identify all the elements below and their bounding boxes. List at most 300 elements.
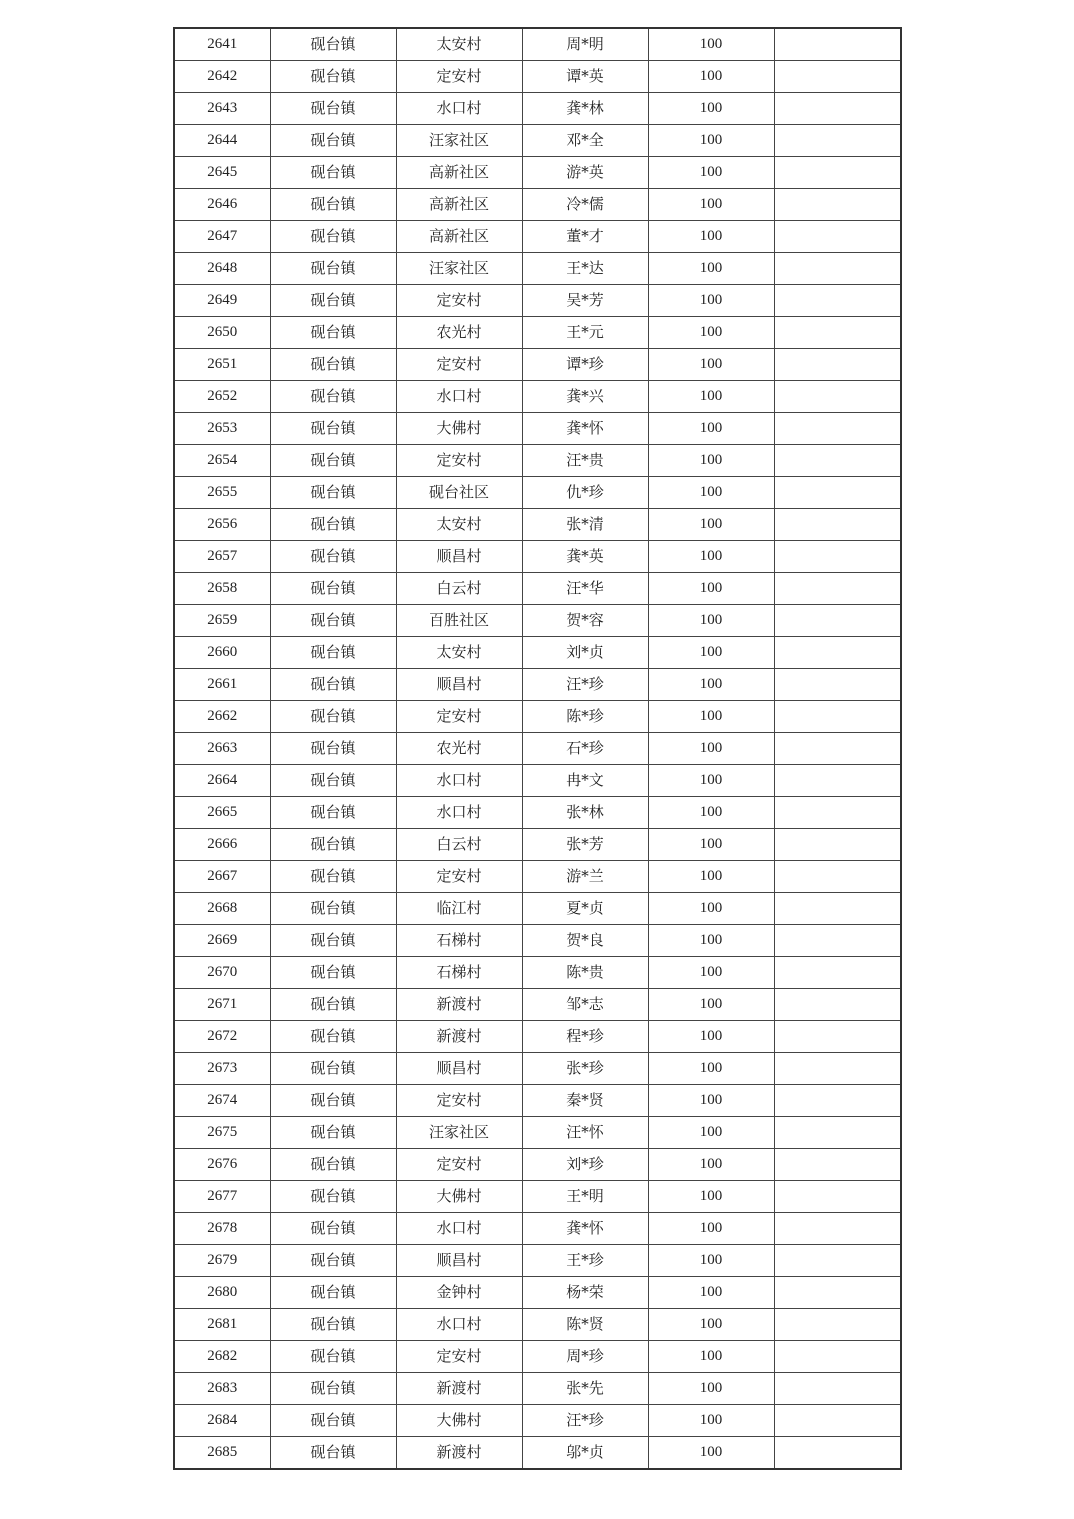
serial-number-cell: 2675 [174,1117,270,1149]
village-cell: 顺昌村 [396,669,522,701]
village-cell: 汪家社区 [396,125,522,157]
name-cell: 汪*珍 [522,1405,648,1437]
town-cell: 砚台镇 [270,1213,396,1245]
amount-cell: 100 [648,253,774,285]
table-row [174,93,901,125]
remarks-cell [774,1021,901,1053]
remarks-cell [774,1245,901,1277]
serial-number-cell: 2646 [174,189,270,221]
table-row [174,573,901,605]
name-cell: 张*先 [522,1373,648,1405]
table-row [174,1213,901,1245]
remarks-cell [774,605,901,637]
remarks-cell [774,61,901,93]
amount-cell: 100 [648,605,774,637]
serial-number-cell: 2663 [174,733,270,765]
remarks-cell [774,957,901,989]
table-row [174,285,901,317]
amount-cell: 100 [648,1117,774,1149]
name-cell: 龚*怀 [522,413,648,445]
remarks-cell [774,989,901,1021]
serial-number-cell: 2658 [174,573,270,605]
village-cell: 汪家社区 [396,253,522,285]
table-row [174,157,901,189]
village-cell: 新渡村 [396,1437,522,1470]
name-cell: 张*珍 [522,1053,648,1085]
town-cell: 砚台镇 [270,1341,396,1373]
amount-cell: 100 [648,125,774,157]
serial-number-cell: 2660 [174,637,270,669]
amount-cell: 100 [648,1341,774,1373]
serial-number-cell: 2669 [174,925,270,957]
remarks-cell [774,797,901,829]
serial-number-cell: 2661 [174,669,270,701]
name-cell: 秦*贤 [522,1085,648,1117]
remarks-cell [774,189,901,221]
village-cell: 定安村 [396,701,522,733]
serial-number-cell: 2667 [174,861,270,893]
town-cell: 砚台镇 [270,349,396,381]
amount-cell: 100 [648,28,774,61]
village-cell: 高新社区 [396,221,522,253]
town-cell: 砚台镇 [270,1053,396,1085]
serial-number-cell: 2671 [174,989,270,1021]
remarks-cell [774,349,901,381]
town-cell: 砚台镇 [270,445,396,477]
serial-number-cell: 2645 [174,157,270,189]
serial-number-cell: 2672 [174,1021,270,1053]
amount-cell: 100 [648,1213,774,1245]
name-cell: 周*珍 [522,1341,648,1373]
remarks-cell [774,1117,901,1149]
village-cell: 水口村 [396,93,522,125]
serial-number-cell: 2684 [174,1405,270,1437]
village-cell: 汪家社区 [396,1117,522,1149]
name-cell: 王*达 [522,253,648,285]
town-cell: 砚台镇 [270,1117,396,1149]
amount-cell: 100 [648,157,774,189]
remarks-cell [774,1085,901,1117]
village-cell: 金钟村 [396,1277,522,1309]
name-cell: 汪*怀 [522,1117,648,1149]
name-cell: 谭*珍 [522,349,648,381]
name-cell: 龚*怀 [522,1213,648,1245]
serial-number-cell: 2641 [174,28,270,61]
name-cell: 王*明 [522,1181,648,1213]
town-cell: 砚台镇 [270,637,396,669]
town-cell: 砚台镇 [270,925,396,957]
village-cell: 定安村 [396,1085,522,1117]
table-row [174,1437,901,1470]
village-cell: 白云村 [396,829,522,861]
remarks-cell [774,221,901,253]
serial-number-cell: 2670 [174,957,270,989]
records-table [173,27,902,1470]
amount-cell: 100 [648,669,774,701]
remarks-cell [774,157,901,189]
table-row [174,989,901,1021]
village-cell: 高新社区 [396,157,522,189]
serial-number-cell: 2654 [174,445,270,477]
remarks-cell [774,1277,901,1309]
name-cell: 仇*珍 [522,477,648,509]
name-cell: 陈*贤 [522,1309,648,1341]
amount-cell: 100 [648,1309,774,1341]
table-row [174,1117,901,1149]
village-cell: 顺昌村 [396,1053,522,1085]
village-cell: 百胜社区 [396,605,522,637]
remarks-cell [774,1149,901,1181]
town-cell: 砚台镇 [270,829,396,861]
table-row [174,413,901,445]
table-row [174,317,901,349]
remarks-cell [774,1373,901,1405]
name-cell: 游*兰 [522,861,648,893]
village-cell: 大佛村 [396,413,522,445]
serial-number-cell: 2683 [174,1373,270,1405]
amount-cell: 100 [648,285,774,317]
name-cell: 冷*儒 [522,189,648,221]
remarks-cell [774,317,901,349]
serial-number-cell: 2655 [174,477,270,509]
name-cell: 吴*芳 [522,285,648,317]
serial-number-cell: 2657 [174,541,270,573]
remarks-cell [774,413,901,445]
table-row [174,1341,901,1373]
table-row [174,861,901,893]
village-cell: 太安村 [396,637,522,669]
amount-cell: 100 [648,541,774,573]
name-cell: 汪*贵 [522,445,648,477]
name-cell: 冉*文 [522,765,648,797]
town-cell: 砚台镇 [270,573,396,605]
town-cell: 砚台镇 [270,861,396,893]
town-cell: 砚台镇 [270,1405,396,1437]
town-cell: 砚台镇 [270,157,396,189]
serial-number-cell: 2681 [174,1309,270,1341]
amount-cell: 100 [648,381,774,413]
remarks-cell [774,1309,901,1341]
name-cell: 龚*兴 [522,381,648,413]
table-row [174,797,901,829]
name-cell: 周*明 [522,28,648,61]
village-cell: 水口村 [396,381,522,413]
village-cell: 高新社区 [396,189,522,221]
village-cell: 新渡村 [396,1373,522,1405]
name-cell: 游*英 [522,157,648,189]
amount-cell: 100 [648,349,774,381]
town-cell: 砚台镇 [270,1149,396,1181]
amount-cell: 100 [648,989,774,1021]
name-cell: 董*才 [522,221,648,253]
serial-number-cell: 2682 [174,1341,270,1373]
town-cell: 砚台镇 [270,957,396,989]
amount-cell: 100 [648,573,774,605]
remarks-cell [774,253,901,285]
amount-cell: 100 [648,1245,774,1277]
table-row [174,61,901,93]
town-cell: 砚台镇 [270,1021,396,1053]
name-cell: 谭*英 [522,61,648,93]
village-cell: 新渡村 [396,989,522,1021]
village-cell: 临江村 [396,893,522,925]
table-row [174,829,901,861]
name-cell: 贺*容 [522,605,648,637]
village-cell: 大佛村 [396,1181,522,1213]
village-cell: 定安村 [396,445,522,477]
serial-number-cell: 2677 [174,1181,270,1213]
town-cell: 砚台镇 [270,285,396,317]
amount-cell: 100 [648,797,774,829]
remarks-cell [774,765,901,797]
table-row [174,1085,901,1117]
amount-cell: 100 [648,1149,774,1181]
town-cell: 砚台镇 [270,253,396,285]
remarks-cell [774,701,901,733]
remarks-cell [774,637,901,669]
records-table-body [174,28,901,1469]
name-cell: 刘*贞 [522,637,648,669]
town-cell: 砚台镇 [270,1181,396,1213]
serial-number-cell: 2665 [174,797,270,829]
table-row [174,1245,901,1277]
village-cell: 定安村 [396,1341,522,1373]
village-cell: 砚台社区 [396,477,522,509]
remarks-cell [774,733,901,765]
amount-cell: 100 [648,445,774,477]
town-cell: 砚台镇 [270,221,396,253]
remarks-cell [774,1181,901,1213]
remarks-cell [774,541,901,573]
town-cell: 砚台镇 [270,381,396,413]
table-row [174,701,901,733]
town-cell: 砚台镇 [270,93,396,125]
village-cell: 定安村 [396,285,522,317]
name-cell: 邬*贞 [522,1437,648,1470]
table-row [174,669,901,701]
serial-number-cell: 2662 [174,701,270,733]
serial-number-cell: 2652 [174,381,270,413]
serial-number-cell: 2676 [174,1149,270,1181]
amount-cell: 100 [648,61,774,93]
name-cell: 石*珍 [522,733,648,765]
serial-number-cell: 2659 [174,605,270,637]
table-row [174,1053,901,1085]
table-row [174,28,901,61]
remarks-cell [774,1437,901,1470]
town-cell: 砚台镇 [270,509,396,541]
amount-cell: 100 [648,893,774,925]
table-row [174,541,901,573]
name-cell: 王*珍 [522,1245,648,1277]
amount-cell: 100 [648,1085,774,1117]
village-cell: 水口村 [396,1213,522,1245]
village-cell: 太安村 [396,28,522,61]
village-cell: 石梯村 [396,925,522,957]
table-row [174,605,901,637]
town-cell: 砚台镇 [270,1085,396,1117]
village-cell: 石梯村 [396,957,522,989]
table-row [174,349,901,381]
amount-cell: 100 [648,189,774,221]
village-cell: 农光村 [396,317,522,349]
town-cell: 砚台镇 [270,733,396,765]
name-cell: 张*清 [522,509,648,541]
remarks-cell [774,93,901,125]
amount-cell: 100 [648,317,774,349]
name-cell: 程*珍 [522,1021,648,1053]
amount-cell: 100 [648,765,774,797]
amount-cell: 100 [648,1405,774,1437]
serial-number-cell: 2642 [174,61,270,93]
name-cell: 邓*全 [522,125,648,157]
name-cell: 张*林 [522,797,648,829]
name-cell: 龚*林 [522,93,648,125]
amount-cell: 100 [648,221,774,253]
remarks-cell [774,509,901,541]
remarks-cell [774,28,901,61]
amount-cell: 100 [648,733,774,765]
serial-number-cell: 2679 [174,1245,270,1277]
name-cell: 张*芳 [522,829,648,861]
serial-number-cell: 2651 [174,349,270,381]
name-cell: 汪*珍 [522,669,648,701]
remarks-cell [774,893,901,925]
remarks-cell [774,381,901,413]
village-cell: 白云村 [396,573,522,605]
table-row [174,1021,901,1053]
table-row [174,925,901,957]
town-cell: 砚台镇 [270,797,396,829]
serial-number-cell: 2678 [174,1213,270,1245]
amount-cell: 100 [648,1437,774,1470]
table-row [174,733,901,765]
name-cell: 陈*贵 [522,957,648,989]
remarks-cell [774,1213,901,1245]
name-cell: 王*元 [522,317,648,349]
town-cell: 砚台镇 [270,61,396,93]
name-cell: 刘*珍 [522,1149,648,1181]
village-cell: 定安村 [396,61,522,93]
serial-number-cell: 2673 [174,1053,270,1085]
amount-cell: 100 [648,413,774,445]
amount-cell: 100 [648,957,774,989]
remarks-cell [774,829,901,861]
table-row [174,765,901,797]
serial-number-cell: 2668 [174,893,270,925]
remarks-cell [774,861,901,893]
name-cell: 邹*志 [522,989,648,1021]
amount-cell: 100 [648,925,774,957]
table-row [174,1405,901,1437]
table-row [174,509,901,541]
town-cell: 砚台镇 [270,125,396,157]
table-row [174,221,901,253]
village-cell: 顺昌村 [396,1245,522,1277]
town-cell: 砚台镇 [270,1245,396,1277]
table-row [174,1309,901,1341]
name-cell: 杨*荣 [522,1277,648,1309]
town-cell: 砚台镇 [270,701,396,733]
town-cell: 砚台镇 [270,893,396,925]
table-row [174,445,901,477]
remarks-cell [774,573,901,605]
village-cell: 农光村 [396,733,522,765]
remarks-cell [774,125,901,157]
village-cell: 新渡村 [396,1021,522,1053]
serial-number-cell: 2666 [174,829,270,861]
remarks-cell [774,669,901,701]
remarks-cell [774,1405,901,1437]
town-cell: 砚台镇 [270,989,396,1021]
serial-number-cell: 2674 [174,1085,270,1117]
serial-number-cell: 2680 [174,1277,270,1309]
remarks-cell [774,1053,901,1085]
town-cell: 砚台镇 [270,1277,396,1309]
amount-cell: 100 [648,829,774,861]
amount-cell: 100 [648,1053,774,1085]
village-cell: 水口村 [396,797,522,829]
serial-number-cell: 2685 [174,1437,270,1470]
town-cell: 砚台镇 [270,541,396,573]
amount-cell: 100 [648,93,774,125]
village-cell: 顺昌村 [396,541,522,573]
town-cell: 砚台镇 [270,477,396,509]
village-cell: 定安村 [396,1149,522,1181]
amount-cell: 100 [648,1021,774,1053]
serial-number-cell: 2649 [174,285,270,317]
table-row [174,1149,901,1181]
name-cell: 贺*良 [522,925,648,957]
table-row [174,1373,901,1405]
table-row [174,477,901,509]
serial-number-cell: 2643 [174,93,270,125]
serial-number-cell: 2653 [174,413,270,445]
name-cell: 夏*贞 [522,893,648,925]
serial-number-cell: 2647 [174,221,270,253]
town-cell: 砚台镇 [270,669,396,701]
village-cell: 定安村 [396,861,522,893]
amount-cell: 100 [648,1181,774,1213]
serial-number-cell: 2648 [174,253,270,285]
table-row [174,893,901,925]
amount-cell: 100 [648,637,774,669]
table-row [174,253,901,285]
table-row [174,1181,901,1213]
village-cell: 定安村 [396,349,522,381]
town-cell: 砚台镇 [270,765,396,797]
amount-cell: 100 [648,1277,774,1309]
village-cell: 太安村 [396,509,522,541]
village-cell: 大佛村 [396,1405,522,1437]
table-row [174,381,901,413]
name-cell: 汪*华 [522,573,648,605]
serial-number-cell: 2656 [174,509,270,541]
remarks-cell [774,445,901,477]
town-cell: 砚台镇 [270,1437,396,1470]
town-cell: 砚台镇 [270,1309,396,1341]
town-cell: 砚台镇 [270,605,396,637]
town-cell: 砚台镇 [270,317,396,349]
amount-cell: 100 [648,477,774,509]
table-row [174,637,901,669]
amount-cell: 100 [648,509,774,541]
amount-cell: 100 [648,1373,774,1405]
table-row [174,189,901,221]
table-row [174,1277,901,1309]
name-cell: 陈*珍 [522,701,648,733]
table-row [174,125,901,157]
